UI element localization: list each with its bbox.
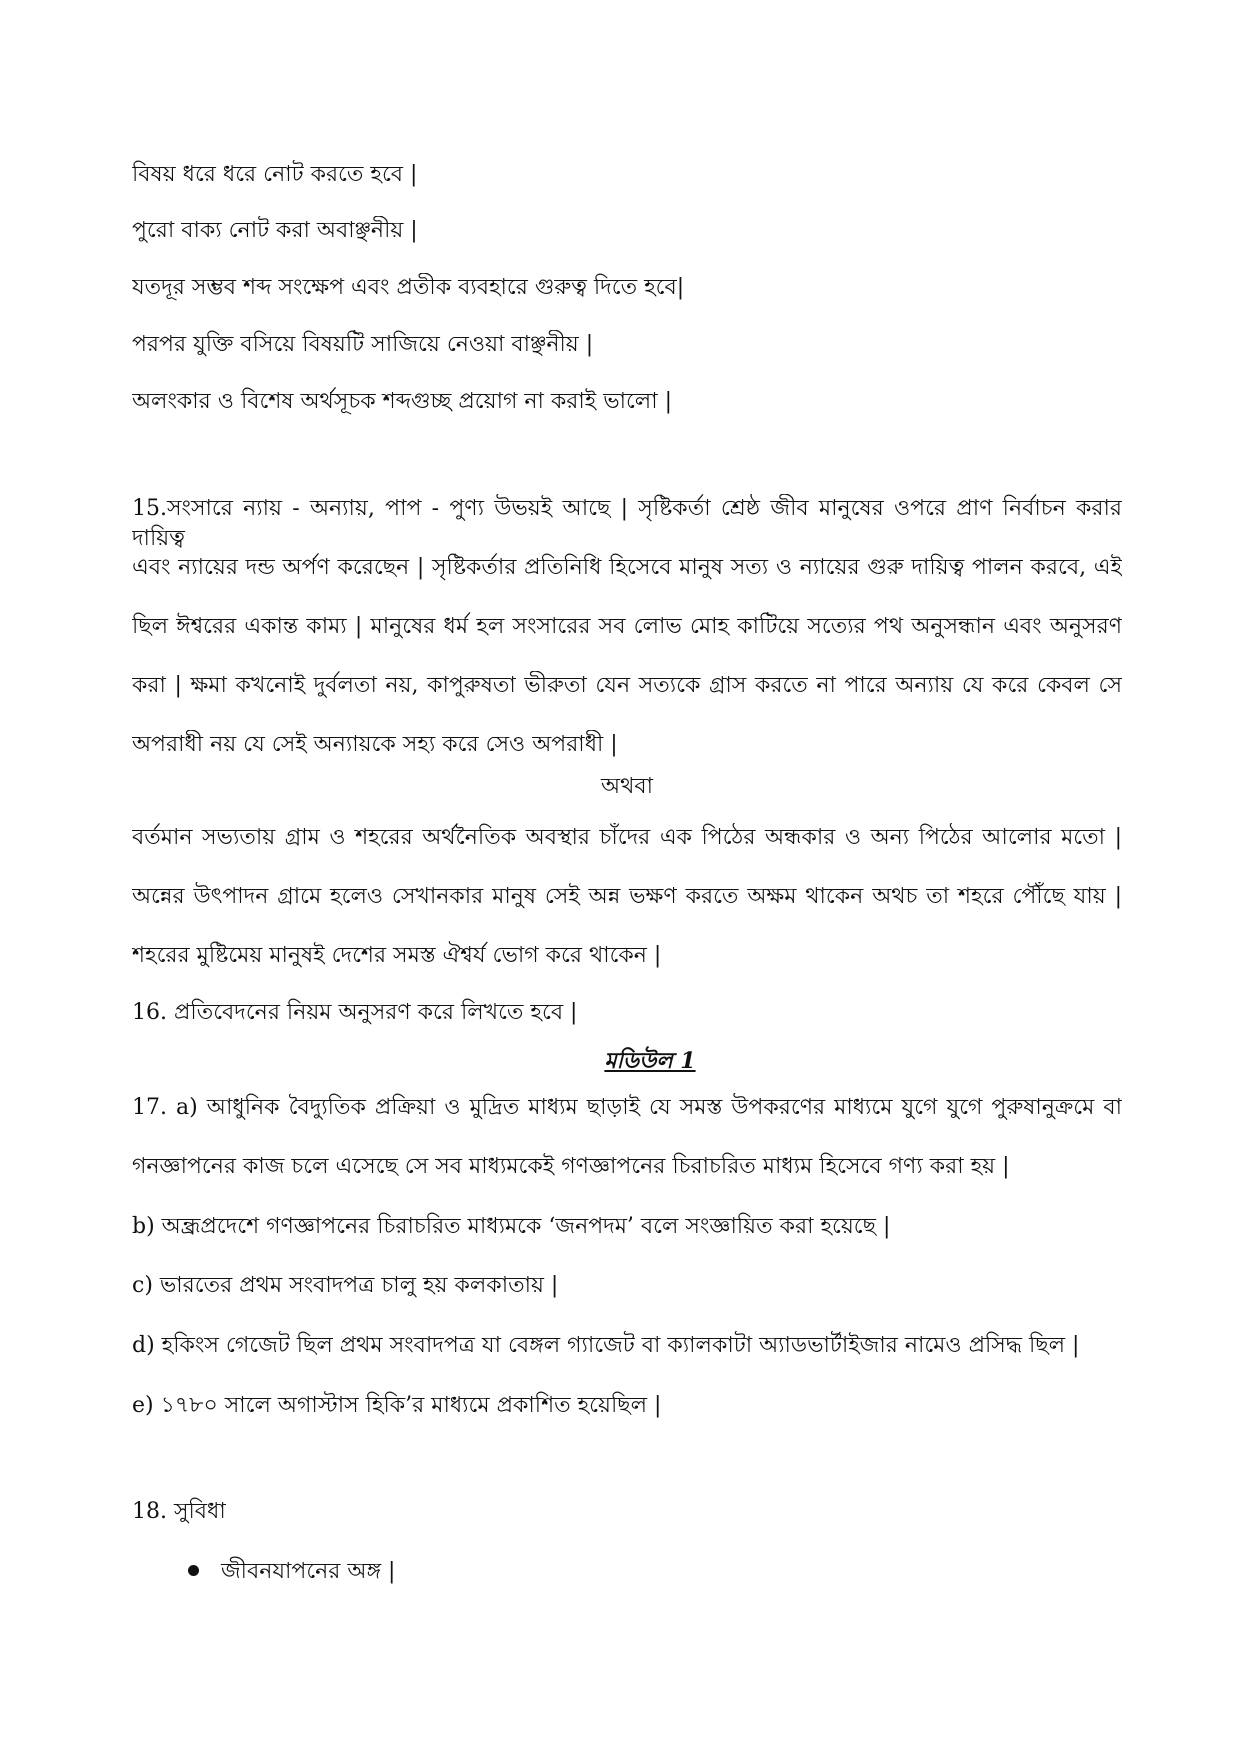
answer17-a-line-1: 17. a) আধুনিক বৈদ্যুতিক প্রক্রিয়া ও মুদ্রিত মাধ্যম ছাড়াই যে সমস্ত উপকরণের মাধ্যমে যুগে যুগে পুরুষানুক্রমে বা — [132, 1095, 1122, 1120]
answer18-bullet-text: জীবনযাপনের অঙ্গ | — [221, 1559, 396, 1584]
answer16: 16. প্রতিবেদনের নিয়ম অনুসরণ করে লিখতে হবে | — [132, 1000, 578, 1025]
or-label: অথবা — [601, 774, 653, 799]
answer15-alt-line-2: অন্নের উৎপাদন গ্রামে হলেও সেখানকার মানুষ সেই অন্ন ভক্ষণ করতে অক্ষম থাকেন অথচ তা শহরে পৌঁছে যায় | — [132, 884, 1122, 909]
answer18-label: 18. সুবিধা — [132, 1499, 226, 1524]
answer15-line-4: করা | ক্ষমা কখনোই দুর্বলতা নয়, কাপুরুষতা ভীরুতা যেন সত্যকে গ্রাস করতে না পারে অন্যায় যে করে কেবল সে — [132, 673, 1122, 698]
answer17-a-line-2: গনজ্ঞাপনের কাজ চলে এসেছে সে সব মাধ্যমকেই গণজ্ঞাপনের চিরাচরিত মাধ্যম হিসেবে গণ্য করা হয় | — [132, 1154, 1010, 1179]
answer15-line-3: ছিল ঈশ্বরের একান্ত কাম্য | মানুষের ধর্ম হল সংসারের সব লোভ মোহ কাটিয়ে সত্যের পথ অনুসন্ধান এবং অনুসরণ — [132, 614, 1122, 639]
note-line-4: পরপর যুক্তি বসিয়ে বিষয়টি সাজিয়ে নেওয়া বাঞ্ছনীয় | — [132, 332, 594, 357]
note-line-3: যতদূর সম্ভব শব্দ সংক্ষেপ এবং প্রতীক ব্যবহারে গুরুত্ব দিতে হবে| — [132, 275, 685, 300]
answer15-alt-line-3: শহরের মুষ্টিমেয় মানুষই দেশের সমস্ত ঐশ্বর্য ভোগ করে থাকেন | — [132, 943, 662, 968]
note-line-2: পুরো বাক্য নোট করা অবাঞ্ছনীয় | — [132, 218, 418, 243]
answer15-line-2: এবং ন্যায়ের দন্ড অর্পণ করেছেন | সৃষ্টিকর্তার প্রতিনিধি হিসেবে মানুষ সত্য ও ন্যায়ের গুরু দায়িত্ব পালন করবে, এই — [132, 555, 1122, 580]
note-line-1: বিষয় ধরে ধরে নোট করতে হবে | — [132, 162, 418, 187]
answer15-alt-line-1: বর্তমান সভ্যতায় গ্রাম ও শহরের অর্থনৈতিক অবস্থার চাঁদের এক পিঠের অন্ধকার ও অন্য পিঠের আলোর মতো | — [132, 825, 1122, 850]
module-heading: মডিউল 1 — [604, 1048, 696, 1074]
answer17-b: b) অন্ধ্রপ্রদেশে গণজ্ঞাপনের চিরাচরিত মাধ্যমকে ‘জনপদম’ বলে সংজ্ঞায়িত করা হয়েছে | — [132, 1214, 891, 1239]
answer15-line-1: 15.সংসারে ন্যায় - অন্যায়, পাপ - পুণ্য উভয়ই আছে | সৃষ্টিকর্তা শ্রেষ্ঠ জীব মানুষের ওপরে প্রাণ নির্বাচন করার দায়িত্ব — [132, 496, 1122, 551]
answer17-d: d) হকিংস গেজেট ছিল প্রথম সংবাদপত্র যা বেঙ্গল গ্যাজেট বা ক্যালকাটা অ্যাডভার্টাইজার নামেও প্রসিদ্ধ ছিল | — [132, 1333, 1080, 1358]
answer18-bullet — [188, 1557, 395, 1587]
answer15-line-5: অপরাধী নয় যে সেই অন্যায়কে সহ্য করে সেও অপরাধী | — [132, 732, 618, 757]
answer17-e: e) ১৭৮০ সালে অগাস্টাস হিকি’র মাধ্যমে প্রকাশিত হয়েছিল | — [132, 1393, 662, 1418]
bullet-dot-icon — [188, 1565, 199, 1576]
note-line-5: অলংকার ও বিশেষ অর্থসূচক শব্দগুচ্ছ প্রয়োগ না করাই ভালো | — [132, 389, 672, 414]
answer17-c: c) ভারতের প্রথম সংবাদপত্র চালু হয় কলকাতায় | — [132, 1273, 559, 1298]
